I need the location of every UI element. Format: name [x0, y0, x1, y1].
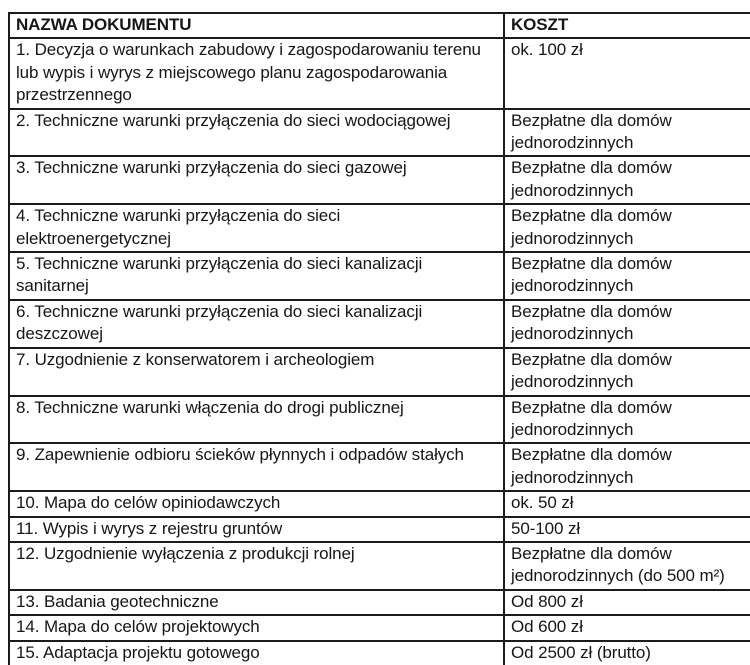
column-header-document-name: NAZWA DOKUMENTU [9, 13, 504, 38]
cost-cell: Bezpłatne dla domów jednorodzinnych [504, 396, 750, 444]
table-row [9, 542, 750, 590]
table-row [9, 615, 750, 640]
document-name-cell: 2. Techniczne warunki przyłączenia do sieci wodociągowej [9, 109, 504, 157]
cost-cell: Od 2500 zł (brutto) [504, 641, 750, 665]
document-name-cell: 6. Techniczne warunki przyłączenia do sieci kanalizacji deszczowej [9, 300, 504, 348]
document-name-cell: 13. Badania geotechniczne [9, 590, 504, 615]
cost-cell: Bezpłatne dla domów jednorodzinnych [504, 156, 750, 204]
table-row [9, 204, 750, 252]
cost-cell: Od 800 zł [504, 590, 750, 615]
document-name-cell: 7. Uzgodnienie z konserwatorem i archeologiem [9, 348, 504, 396]
table-row [9, 517, 750, 542]
document-cost-table [8, 12, 750, 665]
cost-cell: Od 600 zł [504, 615, 750, 640]
table-row [9, 396, 750, 444]
header-row [9, 13, 750, 38]
cost-cell: ok. 50 zł [504, 491, 750, 516]
document-name-cell: 9. Zapewnienie odbioru ścieków płynnych i odpadów stałych [9, 443, 504, 491]
document-name-cell: 1. Decyzja o warunkach zabudowy i zagospodarowaniu terenu lub wypis i wyrys z miejscowego planu zagospodarowania przestrzennego [9, 38, 504, 108]
table-row [9, 38, 750, 108]
table-head [9, 13, 750, 38]
cost-cell: ok. 100 zł [504, 38, 750, 108]
document-name-cell: 11. Wypis i wyrys z rejestru gruntów [9, 517, 504, 542]
cost-cell: Bezpłatne dla domów jednorodzinnych [504, 348, 750, 396]
table-row [9, 590, 750, 615]
cost-cell: Bezpłatne dla domów jednorodzinnych [504, 252, 750, 300]
table-body [9, 38, 750, 665]
cost-cell: Bezpłatne dla domów jednorodzinnych [504, 300, 750, 348]
table-row [9, 252, 750, 300]
table-row [9, 109, 750, 157]
cost-cell: 50-100 zł [504, 517, 750, 542]
table-row [9, 156, 750, 204]
document-name-cell: 4. Techniczne warunki przyłączenia do sieci elektroenergetycznej [9, 204, 504, 252]
table-row [9, 348, 750, 396]
table-row [9, 300, 750, 348]
table-row [9, 491, 750, 516]
document-name-cell: 10. Mapa do celów opiniodawczych [9, 491, 504, 516]
document-name-cell: 14. Mapa do celów projektowych [9, 615, 504, 640]
document-name-cell: 8. Techniczne warunki włączenia do drogi publicznej [9, 396, 504, 444]
cost-cell: Bezpłatne dla domów jednorodzinnych [504, 109, 750, 157]
cost-cell: Bezpłatne dla domów jednorodzinnych [504, 443, 750, 491]
column-header-cost: KOSZT [504, 13, 750, 38]
cost-cell: Bezpłatne dla domów jednorodzinnych [504, 204, 750, 252]
document-name-cell: 15. Adaptacja projektu gotowego [9, 641, 504, 665]
document-name-cell: 12. Uzgodnienie wyłączenia z produkcji rolnej [9, 542, 504, 590]
table-row [9, 641, 750, 665]
document-name-cell: 3. Techniczne warunki przyłączenia do sieci gazowej [9, 156, 504, 204]
document-name-cell: 5. Techniczne warunki przyłączenia do sieci kanalizacji sanitarnej [9, 252, 504, 300]
table-row [9, 443, 750, 491]
cost-cell: Bezpłatne dla domów jednorodzinnych (do 500 m²) [504, 542, 750, 590]
